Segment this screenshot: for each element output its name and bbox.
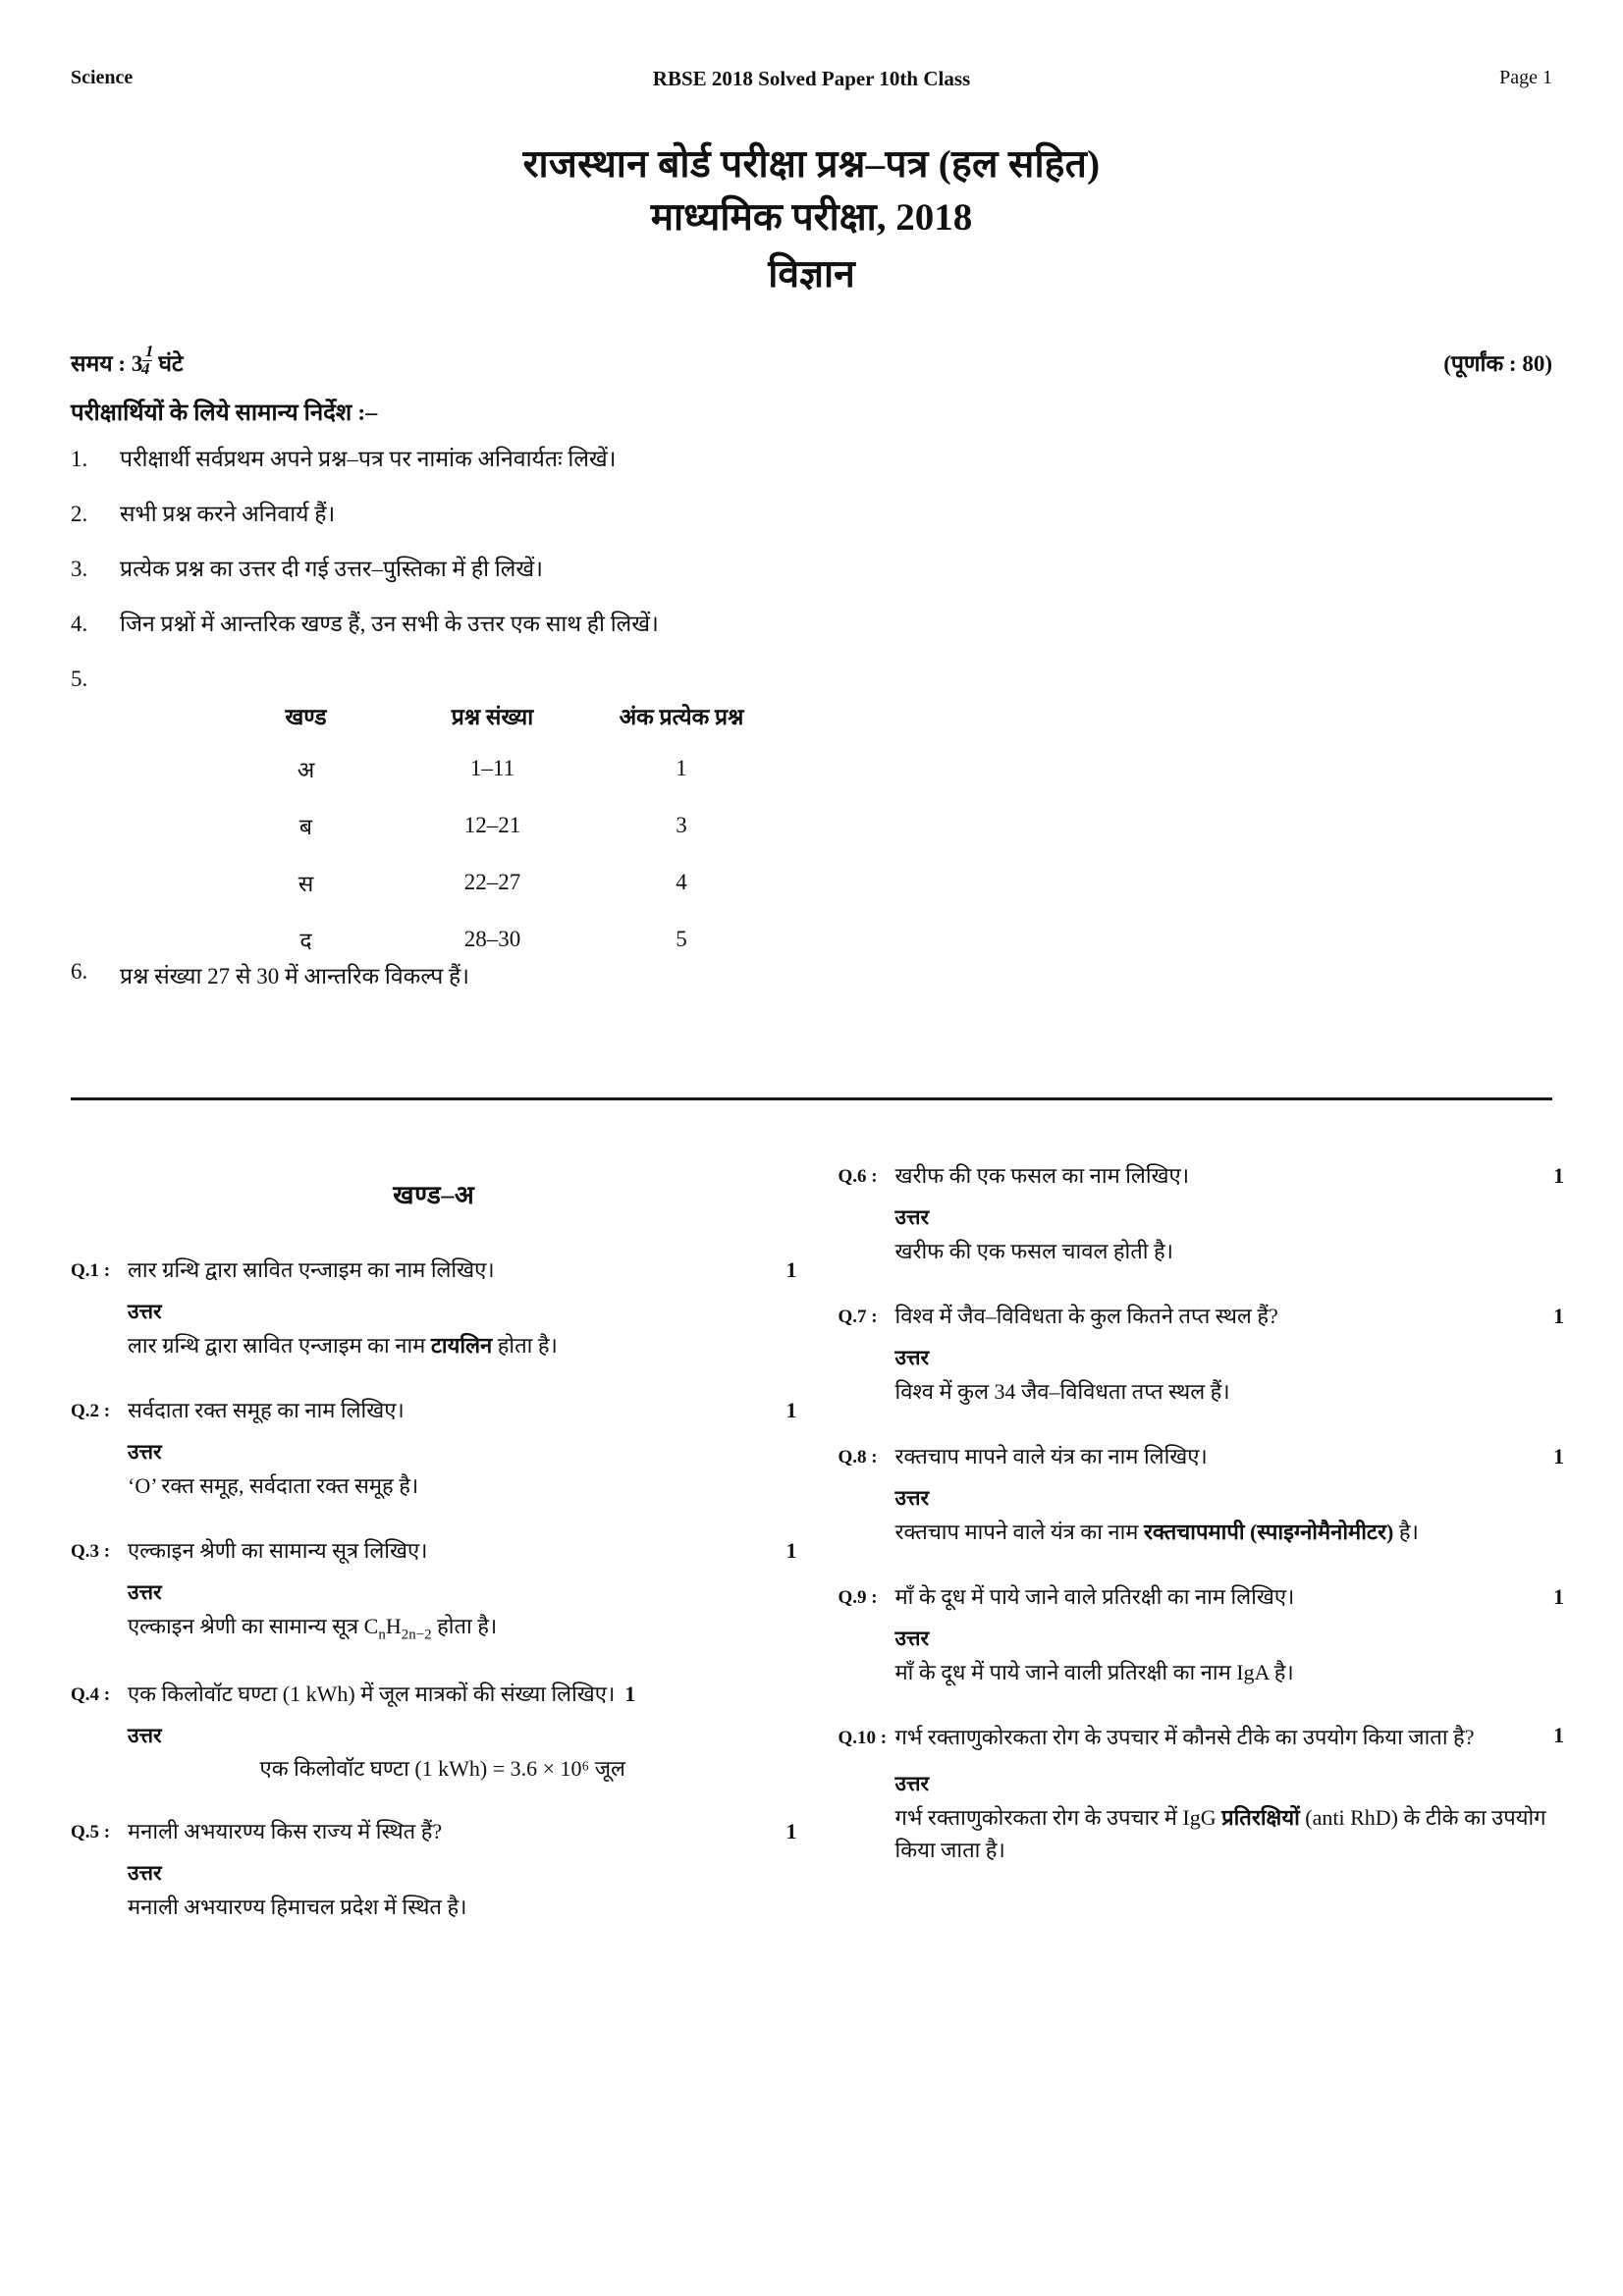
instruction-item (71, 664, 1552, 694)
answers-columns (71, 1158, 1564, 1956)
question-marks: 1 (624, 1682, 636, 1707)
column-header-question-numbers: प्रश्न संख्या (451, 705, 534, 730)
exam-max-marks: (पूर्णांक : 80) (1443, 351, 1552, 377)
instructions-heading: परीक्षार्थियों के लिये सामान्य निर्देश :– (71, 400, 378, 426)
cell-marks-each: 4 (676, 870, 687, 895)
answer-text (128, 1469, 797, 1502)
question-text: रक्तचाप मापने वाले यंत्र का नाम लिखिए। (894, 1443, 1208, 1468)
question-text: गर्भ रक्ताणुकोरकता रोग के उपचार में कौनसे टीके का उपयोग किया जाता है? (894, 1724, 1475, 1749)
cell-section: द (299, 929, 312, 954)
header-subject: Science (71, 67, 134, 88)
question-marks: 1 (785, 1537, 797, 1563)
answer-text-pre: माँ के दूध में पाये जाने वाली प्रतिरक्षी का नाम IgA है। (894, 1659, 1294, 1684)
answer-text-post: होता है। (431, 1613, 498, 1638)
qa-block (839, 1160, 1565, 1267)
cell-question-numbers: 22–27 (463, 870, 521, 895)
answer-text-post: है। (1393, 1519, 1419, 1544)
answer-text (895, 1656, 1565, 1688)
exam-meta-row (71, 344, 1552, 378)
answer-label: उत्तर (128, 1579, 162, 1604)
qa-block (839, 1581, 1565, 1688)
question-marks: 1 (1553, 1723, 1564, 1748)
answer-text-highlight: टायलिन (430, 1332, 493, 1358)
table-header-row (220, 700, 770, 753)
question-text: सर्वदाता रक्त समूह का नाम लिखिए। (128, 1397, 405, 1422)
answer-text (895, 1516, 1565, 1548)
instruction-number: 2. (71, 502, 88, 527)
question-text: लार ग्रन्थि द्वारा स्रावित एन्जाइम का नाम लिखिए। (128, 1257, 495, 1282)
question-text-inner: एक किलोवॉट घण्टा (1 kWh) में जूल मात्रकों की संख्या लिखिए। (128, 1682, 616, 1707)
cell-section: अ (297, 758, 315, 783)
marks-distribution-table (220, 700, 770, 963)
exam-duration-unit: घंटे (158, 351, 184, 377)
answer-text (128, 1329, 797, 1362)
cell-question-numbers: 1–11 (469, 756, 515, 781)
instruction-text: परीक्षार्थी सर्वप्रथम अपने प्रश्न–पत्र पर नामांक अनिवार्यतः लिखें। (120, 447, 617, 471)
exam-duration-denominator: 4 (139, 358, 152, 378)
question-label: Q.8 : (838, 1446, 878, 1468)
answer-label: उत्तर (894, 1626, 930, 1650)
left-column (71, 1158, 797, 1956)
cell-marks-each: 5 (676, 927, 687, 952)
running-header (71, 67, 1552, 89)
instruction-text: प्रश्न संख्या 27 से 30 में आन्तरिक विकल्प हैं। (120, 964, 469, 989)
table-row (220, 753, 770, 810)
instruction-text (120, 664, 1552, 694)
answer-text (128, 1610, 797, 1646)
answer-text-pre: विश्व में कुल 34 जैव–विविधता तप्त स्थल हैं। (894, 1378, 1230, 1404)
answer-label: उत्तर (128, 1439, 162, 1464)
cell-marks-each: 1 (676, 756, 687, 781)
instruction-number: 6. (71, 959, 88, 985)
qa-block (839, 1722, 1565, 1867)
paper-subject-title: विज्ञान (768, 253, 855, 296)
section-heading: खण्ड–अ (393, 1181, 475, 1209)
cell-marks-each: 3 (676, 813, 687, 838)
question-marks: 1 (785, 1819, 797, 1844)
answer-label: उत्तर (128, 1724, 162, 1748)
paper-title-line2: माध्यमिक परीक्षा, 2018 (650, 196, 973, 240)
answer-equation: एक किलोवॉट घण्टा (1 kWh) = 3.6 × 10⁶ जूल (259, 1756, 625, 1782)
question-text: विश्व में जैव–विविधता के कुल कितने तप्त स्थल हैं? (894, 1303, 1278, 1328)
qa-block (839, 1441, 1565, 1548)
instructions-list (71, 444, 1552, 990)
column-header-marks-each: अंक प्रत्येक प्रश्न (619, 705, 744, 730)
answer-label: उत्तर (894, 1485, 930, 1510)
answer-text-pre: एल्काइन श्रेणी का सामान्य सूत्र (128, 1613, 364, 1638)
question-text: एल्काइन श्रेणी का सामान्य सूत्र लिखिए। (128, 1537, 428, 1563)
instruction-number: 5. (71, 667, 88, 692)
exam-duration (71, 344, 184, 378)
paper-title-line1: राजस्थान बोर्ड परीक्षा प्रश्न–पत्र (हल सहित) (522, 143, 1101, 186)
question-label: Q.10 : (838, 1727, 888, 1748)
header-page-number: Page 1 (1499, 67, 1552, 88)
section-divider (71, 1097, 1552, 1100)
instruction-text: प्रत्येक प्रश्न का उत्तर दी गई उत्तर–पुस्तिका में ही लिखें। (120, 557, 543, 582)
question-label: Q.6 : (838, 1166, 878, 1187)
answer-text-pre: खरीफ की एक फसल चावल होती है। (894, 1238, 1174, 1263)
instructions-block (71, 396, 1552, 990)
instruction-number: 1. (71, 447, 88, 471)
answer-text-pre: गर्भ रक्ताणुकोरकता रोग के उपचार में IgG (894, 1805, 1222, 1831)
table-row (220, 924, 770, 963)
cell-question-numbers: 12–21 (463, 813, 521, 838)
question-marks: 1 (1553, 1583, 1564, 1609)
instruction-item (71, 444, 1552, 474)
exam-duration-label: समय : (71, 351, 127, 377)
answer-label: उत्तर (894, 1345, 930, 1369)
instruction-number: 4. (71, 612, 88, 637)
answer-text-highlight: प्रतिरक्षियों (1221, 1805, 1300, 1831)
answer-text-pre: लार ग्रन्थि द्वारा स्रावित एन्जाइम का नाम (128, 1332, 431, 1358)
answer-text-pre: ‘O’ रक्त समूह, सर्वदाता रक्त समूह है। (128, 1472, 419, 1498)
cell-question-numbers: 28–30 (463, 927, 521, 952)
table-row (220, 867, 770, 924)
instruction-item (71, 499, 1552, 529)
exam-duration-numerator: 1 (143, 342, 156, 360)
answer-label: उत्तर (894, 1772, 930, 1796)
question-text (128, 1679, 797, 1710)
exam-duration-whole: 3 (131, 351, 143, 377)
cell-section: स (298, 872, 314, 897)
instruction-text: सभी प्रश्न करने अनिवार्य हैं। (120, 502, 336, 527)
answer-text (128, 1891, 797, 1923)
answer-text (895, 1375, 1565, 1408)
question-label: Q.9 : (838, 1586, 878, 1608)
question-label: Q.5 : (71, 1822, 111, 1843)
answer-text-pre: मनाली अभयारण्य हिमाचल प्रदेश में स्थित है। (128, 1895, 467, 1920)
question-text: माँ के दूध में पाये जाने वाले प्रतिरक्षी का नाम लिखिए। (894, 1583, 1295, 1609)
question-marks: 1 (1553, 1163, 1564, 1188)
answer-text (895, 1801, 1565, 1866)
instruction-text: जिन प्रश्नों में आन्तरिक खण्ड हैं, उन सभी के उत्तर एक साथ ही लिखें। (120, 612, 659, 637)
qa-block (71, 1679, 797, 1783)
instruction-item (71, 609, 1552, 639)
answer-text-pre: रक्तचाप मापने वाले यंत्र का नाम (894, 1519, 1144, 1544)
right-column (839, 1158, 1565, 1956)
qa-block (71, 1535, 797, 1646)
question-text: मनाली अभयारण्य किस राज्य में स्थित हैं? (128, 1819, 443, 1844)
title-block (71, 142, 1552, 298)
instruction-item (71, 554, 1552, 584)
instruction-item (71, 959, 1552, 990)
qa-block (71, 1395, 797, 1502)
table-row (220, 810, 770, 867)
question-label: Q.3 : (71, 1540, 111, 1562)
qa-block (839, 1301, 1565, 1408)
question-label: Q.1 : (71, 1260, 111, 1281)
instruction-number: 3. (71, 557, 88, 582)
answer-label: उत्तर (128, 1299, 162, 1323)
cell-section: ब (298, 815, 313, 840)
question-marks: 1 (1553, 1303, 1564, 1328)
question-marks: 1 (1553, 1443, 1564, 1468)
question-marks: 1 (785, 1397, 797, 1422)
qa-block (71, 1816, 797, 1923)
qa-block (71, 1255, 797, 1362)
question-marks: 1 (785, 1257, 797, 1282)
question-text: खरीफ की एक फसल का नाम लिखिए। (894, 1163, 1190, 1188)
column-header-section: खण्ड (285, 705, 327, 730)
answer-text (895, 1235, 1565, 1267)
answer-text-highlight: रक्तचापमापी (स्पाइग्नोमैनोमीटर) (1143, 1519, 1394, 1544)
answer-chemical-formula: $C_nH_{2n-2}$ (363, 1613, 432, 1643)
question-label: Q.7 : (838, 1306, 878, 1327)
answer-text-post: होता है। (492, 1332, 558, 1358)
answer-label: उत्तर (894, 1204, 930, 1229)
question-label: Q.4 : (71, 1684, 111, 1706)
header-title: RBSE 2018 Solved Paper 10th Class (652, 67, 971, 90)
question-label: Q.2 : (71, 1400, 111, 1421)
answer-label: उत्तर (128, 1861, 162, 1886)
answer-text-post: (anti RhD) के टीके का उपयोग किया जाता है। (894, 1805, 1546, 1863)
